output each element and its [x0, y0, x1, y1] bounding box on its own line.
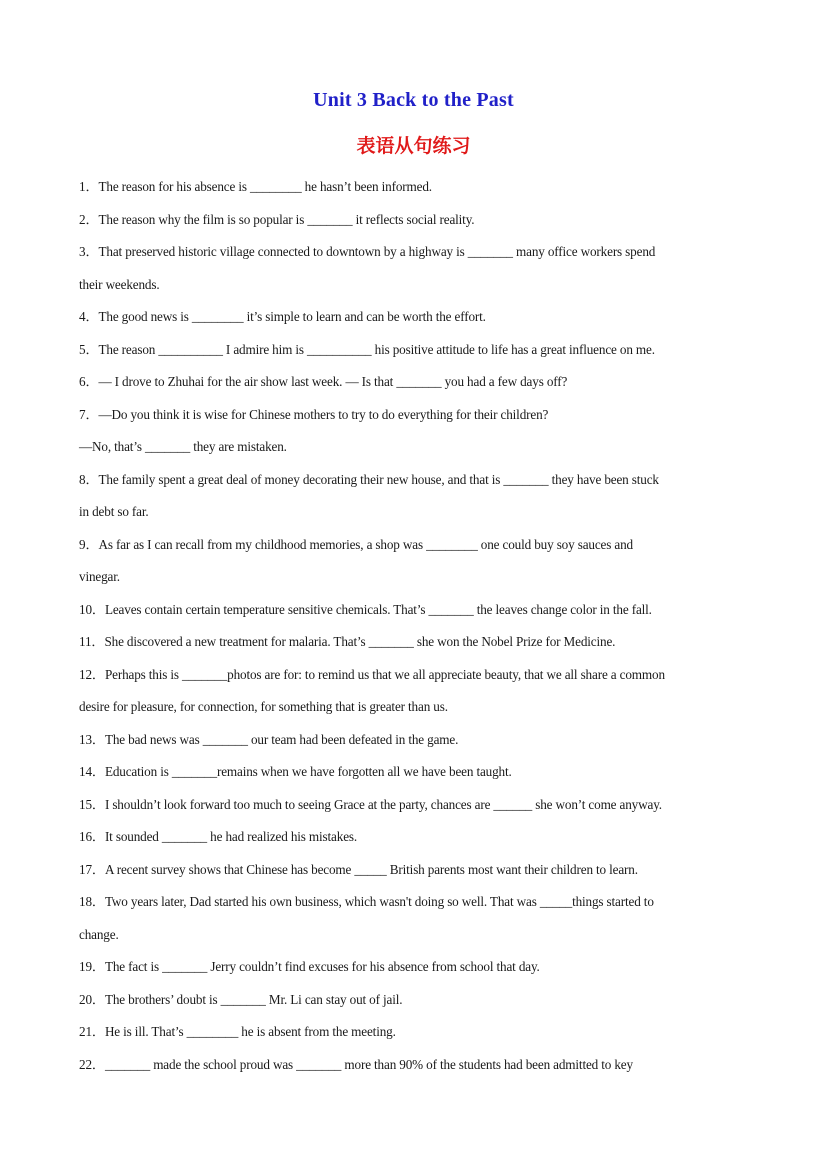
- question-line: [79, 789, 751, 822]
- question-continuation-line: [79, 431, 751, 464]
- question-text: The reason for his absence is ________ he hasn’t been informed.: [98, 179, 432, 194]
- question-line: [79, 659, 751, 692]
- question-text: — I drove to Zhuhai for the air show last week. — Is that _______ you had a few days off?: [98, 374, 568, 389]
- question-number: 2．: [79, 211, 99, 227]
- question-line: [79, 821, 751, 854]
- question-number: 5．: [79, 341, 99, 357]
- question-text: The reason __________ I admire him is __________ his positive attitude to life has a great influence on me.: [98, 341, 655, 357]
- page-title: Unit 3 Back to the Past: [313, 89, 514, 111]
- question-number: 19．: [79, 959, 105, 974]
- question-number: 10．: [79, 601, 105, 617]
- question-text: Perhaps this is _______photos are for: to remind us that we all appreciate beauty, that we all share a common: [104, 666, 665, 682]
- question-list: [79, 171, 751, 1081]
- question-line: [79, 204, 751, 237]
- question-text: Education is _______remains when we have forgotten all we have been taught.: [104, 764, 512, 779]
- question-continuation-line: [79, 496, 751, 529]
- question-number: 6．: [79, 374, 99, 389]
- question-number: 4．: [79, 309, 99, 324]
- question-line: [79, 1049, 751, 1082]
- question-text: _______ made the school proud was _______ more than 90% of the students had been admitted to key: [104, 1056, 633, 1072]
- question-continuation-line: [79, 269, 751, 302]
- question-number: 3．: [79, 244, 99, 259]
- question-number: 17．: [79, 861, 105, 877]
- question-text: I shouldn’t look forward too much to seeing Grace at the party, chances are ______ she won’t come anyway.: [104, 796, 662, 812]
- question-number: 22．: [79, 1056, 105, 1072]
- question-number: 11．: [79, 634, 105, 649]
- question-line: [79, 334, 751, 367]
- question-number: 14．: [79, 764, 105, 779]
- question-text: vinegar.: [79, 569, 120, 584]
- question-line: [79, 951, 751, 984]
- question-text: A recent survey shows that Chinese has become _____ British parents most want their children to learn.: [104, 861, 638, 877]
- question-number: 16．: [79, 829, 105, 844]
- question-text: It sounded _______ he had realized his mistakes.: [104, 829, 358, 844]
- question-line: [79, 984, 751, 1017]
- page-subtitle: 表语从句练习: [356, 135, 471, 157]
- question-number: 21．: [79, 1024, 105, 1039]
- question-line: [79, 464, 751, 497]
- question-continuation-line: [79, 561, 751, 594]
- question-line: [79, 1016, 751, 1049]
- question-number: 9．: [79, 536, 99, 552]
- question-text: As far as I can recall from my childhood memories, a shop was ________ one could buy soy sauces and: [98, 536, 633, 552]
- question-line: [79, 301, 751, 334]
- question-line: [79, 171, 751, 204]
- question-text: —No, that’s _______ they are mistaken.: [79, 439, 287, 454]
- question-line: [79, 366, 751, 399]
- question-text: The good news is ________ it’s simple to learn and can be worth the effort.: [98, 309, 486, 324]
- question-line: [79, 529, 751, 562]
- question-number: 20．: [79, 991, 105, 1007]
- question-number: 7．: [79, 406, 99, 422]
- question-line: [79, 724, 751, 757]
- question-text: She discovered a new treatment for malaria. That’s _______ she won the Nobel Prize for Medicine.: [104, 634, 616, 649]
- question-text: The bad news was _______ our team had been defeated in the game.: [104, 731, 459, 747]
- question-number: 18．: [79, 894, 105, 909]
- question-text: The fact is _______ Jerry couldn’t find excuses for his absence from school that day.: [104, 959, 540, 974]
- question-text: —Do you think it is wise for Chinese mothers to try to do everything for their children?: [98, 406, 549, 422]
- question-text: He is ill. That’s ________ he is absent from the meeting.: [104, 1024, 396, 1039]
- question-number: 15．: [79, 796, 105, 812]
- question-number: 1．: [79, 179, 99, 194]
- question-continuation-line: [79, 919, 751, 952]
- question-text: That preserved historic village connected to downtown by a highway is _______ many office workers spend: [98, 244, 656, 259]
- question-line: [79, 886, 751, 919]
- question-text: in debt so far.: [79, 504, 149, 519]
- question-line: [79, 626, 751, 659]
- question-number: 13．: [79, 731, 105, 747]
- question-line: [79, 594, 751, 627]
- question-text: The family spent a great deal of money decorating their new house, and that is _______ they have been stuck: [98, 471, 659, 487]
- question-text: change.: [79, 926, 119, 942]
- question-line: [79, 399, 751, 432]
- question-text: desire for pleasure, for connection, for something that is greater than us.: [79, 699, 448, 714]
- question-number: 12．: [79, 666, 105, 682]
- question-text: Two years later, Dad started his own business, which wasn't doing so well. That was _____things started to: [104, 894, 654, 909]
- question-line: [79, 756, 751, 789]
- question-text: Leaves contain certain temperature sensitive chemicals. That’s _______ the leaves change color in the fall.: [104, 601, 652, 617]
- question-line: [79, 236, 751, 269]
- question-line: [79, 854, 751, 887]
- question-text: The brothers’ doubt is _______ Mr. Li can stay out of jail.: [104, 991, 403, 1007]
- question-number: 8．: [79, 471, 99, 487]
- question-text: The reason why the film is so popular is _______ it reflects social reality.: [98, 211, 475, 227]
- question-continuation-line: [79, 691, 751, 724]
- question-text: their weekends.: [79, 276, 160, 292]
